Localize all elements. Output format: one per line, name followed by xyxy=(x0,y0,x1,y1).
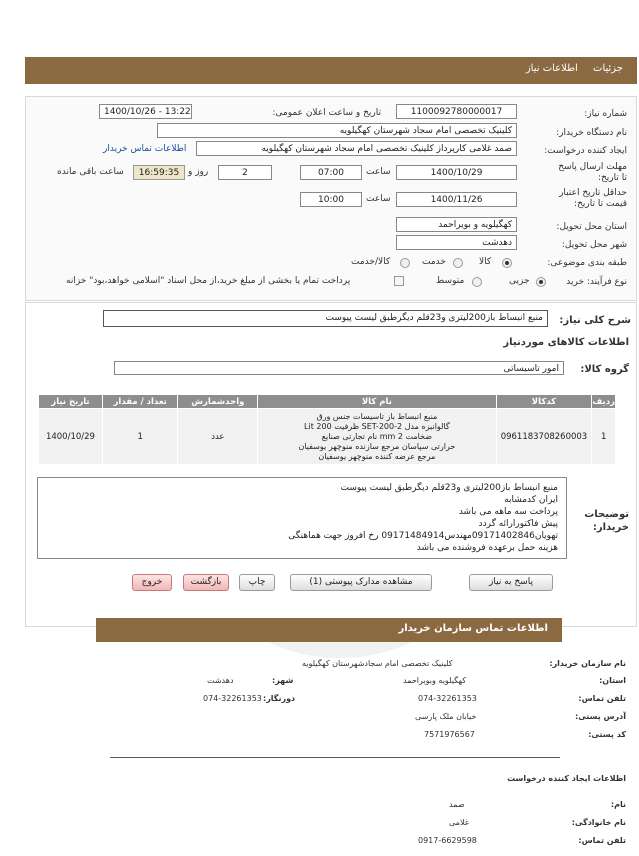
deadline-label: مهلت ارسال پاسخ تا تاریخ: xyxy=(558,162,627,183)
name-line: ضخامت 2 mm نام تجارتی صنایع xyxy=(321,431,433,441)
col-index: ردیف xyxy=(592,396,615,407)
desc-line: پرداخت سه ماهه می باشد xyxy=(458,507,558,517)
creator-tel-label: تلفن تماس: xyxy=(578,836,626,845)
summary-field: منبع انبساط باز200لیتری و23قلم دیگرطبق لیست پیوست xyxy=(103,310,548,327)
creator-field: صمد غلامی کارپرداز کلینیک تخصصی امام سجاد شهرستان کهگیلویه xyxy=(196,141,517,156)
attachments-button[interactable]: مشاهده مدارک پیوستی (1) xyxy=(290,574,432,591)
name-line: مرجع عرضه کننده منوچهر یوسفیان xyxy=(318,451,436,461)
creator-name-label: نام: xyxy=(610,800,626,809)
goods-section-title: اطلاعات کالاهای موردنیاز xyxy=(503,337,629,348)
province-field: کهگیلویه و بویراحمد xyxy=(396,217,517,232)
contact-city-label: شهر: xyxy=(272,676,294,685)
col-name: نام کالا xyxy=(258,395,496,409)
phone-value: 074-32261353 xyxy=(418,694,477,703)
contact-province-value: کهگیلویه وبویراحمد xyxy=(403,676,467,685)
province-label: استان محل تحویل: xyxy=(556,222,627,232)
desc-line: ایران کدمشابه xyxy=(504,495,558,505)
reply-button[interactable]: پاسخ به نیاز xyxy=(469,574,553,591)
category-service-radio[interactable] xyxy=(453,258,463,268)
phone-label: تلفن تماس: xyxy=(578,694,626,703)
deadline-date-field: 1400/10/29 xyxy=(396,165,517,180)
desc-line: تهویان09171402846مهندس09171484914 رخ افروز جهت هماهنگی xyxy=(288,531,558,541)
creator-family-value: غلامی xyxy=(449,818,469,827)
cell-index: 1 xyxy=(592,409,616,465)
creator-label: ایجاد کننده درخواست: xyxy=(544,146,627,156)
col-qty: تعداد / مقدار xyxy=(102,395,178,409)
process-small-label: جزیی xyxy=(509,276,530,286)
buyer-field: کلینیک تخصصی امام سجاد شهرستان کهگیلویه xyxy=(157,123,517,138)
fax-label: دورنگار: xyxy=(263,694,296,703)
col-date: تاریخ نیاز xyxy=(39,395,103,409)
deadline-time-label: ساعت xyxy=(366,167,391,177)
validity-date-field: 1400/11/26 xyxy=(396,192,517,207)
need-number-label: شماره نیاز: xyxy=(584,109,627,119)
validity-time-label: ساعت xyxy=(366,194,391,204)
cell-code: 0961183708260003 xyxy=(496,409,592,465)
group-field: امور تاسیساتی xyxy=(114,361,564,375)
buyer-label: نام دستگاه خریدار: xyxy=(556,128,627,138)
city-label: شهر محل تحویل: xyxy=(561,240,627,250)
city-field: دهدشت xyxy=(396,235,517,250)
fax-value: 074-32261353 xyxy=(203,694,262,703)
creator-name-value: صمد xyxy=(449,800,465,809)
contact-city-value: دهدشت xyxy=(207,676,234,685)
creator-tel-value: 0917-6629598 xyxy=(418,836,477,845)
org-value: کلینیک تخصصی امام سجادشهرستان کهگیلویه xyxy=(302,659,453,668)
name-line: منبع انبساط باز تاسیسات جنس ورق xyxy=(316,411,438,421)
address-value: خیابان ملک پارسی xyxy=(415,712,477,721)
contact-province-label: استان: xyxy=(599,676,626,685)
deadline-time-field: 07:00 xyxy=(300,165,362,180)
org-label: نام سازمان خریدار: xyxy=(549,659,626,668)
announce-field: 1400/10/26 - 13:22 xyxy=(99,104,192,119)
category-goods-radio[interactable] xyxy=(502,258,512,268)
name-line: حرارتی سپاسان مرجع سازنده منوچهر یوسفیان xyxy=(298,441,456,451)
creator-family-label: نام خانوادگی: xyxy=(571,818,626,827)
desc-line: منبع انبساط باز200لیتری و23قلم دیگرطبق لیست پیوست xyxy=(340,483,558,493)
need-number-field: 1100092780000017 xyxy=(396,104,517,119)
category-both-radio[interactable] xyxy=(400,258,410,268)
process-medium-label: متوسط xyxy=(436,276,465,286)
process-medium-radio[interactable] xyxy=(472,277,482,287)
buyer-contact-link[interactable]: اطلاعات تماس خریدار xyxy=(103,144,187,154)
tab-details[interactable]: جزئیات xyxy=(593,63,623,74)
name-line: گالوانیزه مدل SET-200-2 ظرفیت 200 Lit xyxy=(304,421,450,431)
cell-date: 1400/10/29 xyxy=(39,409,103,465)
process-label: نوع فرآیند: خرید xyxy=(566,277,627,287)
print-button[interactable]: چاپ xyxy=(239,574,275,591)
desc-line: پیش فاکتورارائه گردد xyxy=(478,519,558,529)
group-label: گروه کالا: xyxy=(580,364,629,375)
section-divider xyxy=(110,757,560,758)
validity-label: حداقل تاریخ اعتبار قیمت تا تاریخ: xyxy=(559,188,627,209)
treasury-payment-label: پرداخت تمام یا بخشی از مبلغ خرید،از محل اسناد "اسلامی خواهد،بود" خزانه xyxy=(66,276,351,286)
cell-qty: 1 xyxy=(102,409,178,465)
contact-header: اطلاعات تماس سازمان خریدار xyxy=(96,618,562,642)
exit-button[interactable]: خروج xyxy=(132,574,172,591)
desc-line: هزینه حمل برعهده فروشنده می باشد xyxy=(416,543,558,553)
days-label: روز و xyxy=(188,167,209,177)
goods-table xyxy=(38,394,616,465)
address-label: آدرس پستی: xyxy=(575,712,626,721)
announce-label: تاریخ و ساعت اعلان عمومی: xyxy=(272,108,381,118)
process-small-radio[interactable] xyxy=(536,277,546,287)
category-service-label: خدمت xyxy=(422,257,446,267)
tab-need-info[interactable]: اطلاعات نیاز xyxy=(525,63,578,74)
category-goods-label: کالا xyxy=(479,257,492,267)
buyer-desc-box xyxy=(37,477,567,559)
buyer-desc-label: توضیحات خریدار: xyxy=(584,509,629,533)
col-code: کدکالا xyxy=(496,395,592,409)
header-bar xyxy=(25,57,637,84)
back-button[interactable]: بازگشت xyxy=(183,574,229,591)
remaining-time-field: 16:59:35 xyxy=(133,165,185,180)
category-label: طبقه بندی موضوعی: xyxy=(547,258,627,268)
cell-name xyxy=(258,409,496,465)
category-both-label: کالا/خدمت xyxy=(351,257,391,267)
postal-label: کد پستی: xyxy=(588,730,626,739)
treasury-payment-checkbox[interactable] xyxy=(394,276,404,286)
table-row xyxy=(39,409,616,465)
summary-label: شرح کلی نیاز: xyxy=(559,315,631,326)
cell-unit: عدد xyxy=(178,409,258,465)
remaining-label: ساعت باقی مانده xyxy=(57,167,124,177)
postal-value: 7571976567 xyxy=(424,730,475,739)
col-unit: واحدشمارش xyxy=(178,395,258,409)
validity-time-field: 10:00 xyxy=(300,192,362,207)
days-field: 2 xyxy=(218,165,272,180)
creator-section-title: اطلاعات ایجاد کننده درخواست xyxy=(507,774,626,783)
